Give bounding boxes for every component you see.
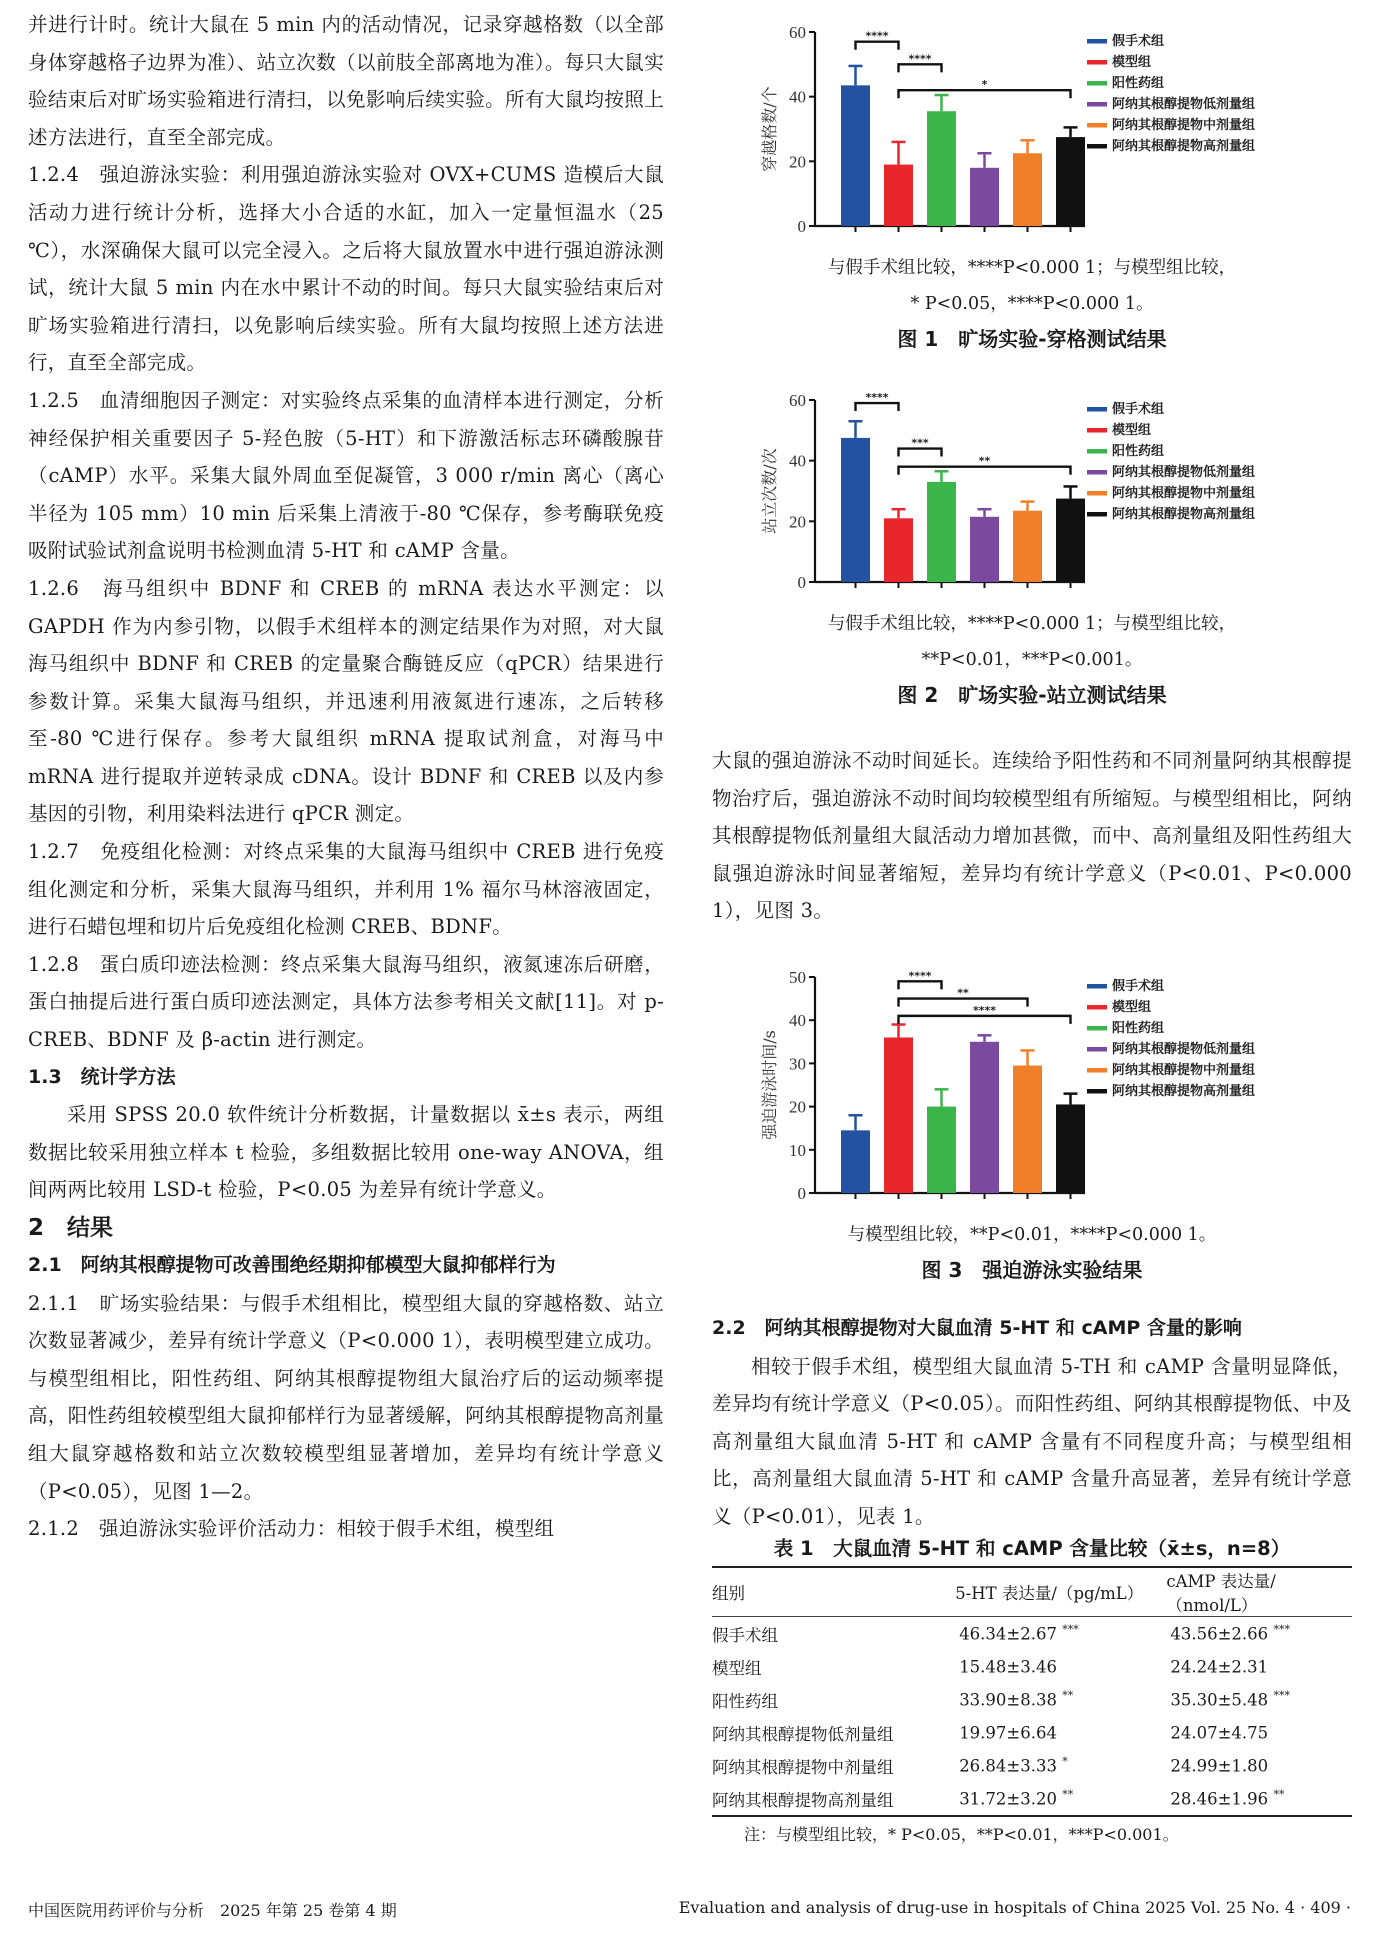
y-tick-label: 0: [797, 573, 806, 592]
significance-bracket: [899, 64, 942, 72]
legend-swatch: [1087, 491, 1107, 496]
legend-swatch: [1087, 1026, 1107, 1031]
cell-group: [712, 1782, 955, 1816]
cell-camp: [1166, 1716, 1352, 1749]
legend-label: 阳性药组: [1112, 1021, 1165, 1036]
cell-5ht: [955, 1716, 1166, 1749]
figure-1-note-line-2: * P<0.05，****P<0.000 1。: [910, 294, 1154, 314]
significance-marker: ***: [1062, 1623, 1079, 1637]
legend-label: 阿纳其根醇提物高剂量组: [1112, 139, 1256, 154]
y-tick-label: 20: [789, 1097, 806, 1117]
y-tick-label: 0: [797, 1184, 806, 1203]
cell-group-value: 阳性药组: [712, 1691, 778, 1711]
significance-label: *: [981, 78, 988, 92]
cell-camp-value: 24.07±4.75: [1170, 1723, 1269, 1743]
para-2-1-1: 2.1.1 旷场实验结果：与假手术组相比，模型组大鼠的穿越格数、站立次数显著减少，差异有统计学意义（P<0.000 1），表明模型建立成功。与模型组相比，阳性药组、阿纳其根醇提物组大鼠治疗后的运动频率提高，阳性药组较模型组大鼠抑郁样行为显著缓解，阿纳其根醇提物高剂量组大鼠穿越格数和站立次数较模型组显著增加，差异均有统计学意义（P<0.05），见图 1—2。: [28, 1291, 664, 1503]
legend-label: 阿纳其根醇提物低剂量组: [1112, 97, 1256, 112]
cell-camp: [1166, 1749, 1352, 1782]
figure-1-chart: [712, 10, 1352, 250]
table-row: [712, 1617, 1352, 1651]
y-tick-label: 60: [789, 23, 806, 42]
significance-label: ***: [911, 436, 929, 450]
legend-label: 阳性药组: [1112, 76, 1165, 91]
legend-label: 阿纳其根醇提物中剂量组: [1112, 486, 1256, 501]
y-tick-label: 20: [789, 152, 806, 172]
figure-1: [712, 10, 1352, 356]
legend: [1087, 401, 1255, 522]
significance-label: ****: [908, 52, 932, 66]
section-2-2: [712, 1310, 1352, 1536]
cell-5ht: [955, 1683, 1166, 1716]
cell-5ht: [955, 1617, 1166, 1651]
legend-swatch: [1087, 1068, 1107, 1073]
legend-swatch: [1087, 1005, 1107, 1010]
bar: [927, 482, 956, 582]
bar: [1056, 1104, 1085, 1193]
header-5ht: 5-HT 表达量/（pg/mL）: [955, 1584, 1144, 1603]
significance-label: **: [957, 986, 969, 1000]
significance-marker: *: [1062, 1755, 1068, 1769]
figure-3-note-line-1: 与模型组比较，**P<0.01，****P<0.000 1。: [847, 1225, 1217, 1245]
cell-5ht-value: 26.84±3.33: [959, 1756, 1057, 1776]
significance-marker: **: [1062, 1689, 1074, 1703]
significance-bracket: [899, 449, 942, 457]
significance-marker: **: [1273, 1788, 1285, 1802]
heading-2-2: 2.2 阿纳其根醇提物对大鼠血清 5-HT 和 cAMP 含量的影响: [712, 1317, 1242, 1339]
significance-marker: **: [1062, 1788, 1074, 1802]
heading-1-3: 1.3 统计学方法: [28, 1065, 176, 1088]
legend-swatch: [1087, 428, 1107, 433]
table-row: [712, 1683, 1352, 1716]
y-tick-label: 40: [789, 1011, 806, 1031]
significance-bracket: [899, 90, 1071, 98]
bar: [1013, 1066, 1042, 1193]
bar: [1056, 499, 1085, 582]
significance-label: ****: [972, 1003, 997, 1017]
table-header-row: [712, 1567, 1352, 1617]
table-row: [712, 1650, 1352, 1683]
legend-swatch: [1087, 39, 1107, 44]
y-axis-label: 强迫游泳时间/s: [760, 1030, 779, 1140]
cell-camp: [1166, 1617, 1352, 1651]
para-1-2-4-forced-swim: 1.2.4 强迫游泳实验：利用强迫游泳实验对 OVX+CUMS 造模后大鼠活动力进行统计分析，选择大小合适的水缸，加入一定量恒温水（25 ℃），水深确保大鼠可以完全浸入。之后将大鼠放置水中进行强迫游泳测试，统计大鼠 5 min 内在水中累计不动的时间。每只大鼠实验结束后对旷场实验箱进行清扫，以免影响后续实验。所有大鼠均按照上述方法进行，直至全部完成。: [28, 163, 664, 375]
table-row: [712, 1782, 1352, 1816]
significance-bracket: [899, 999, 1028, 1007]
bar: [970, 1042, 999, 1193]
y-tick-label: 0: [797, 217, 806, 236]
significance-bracket: [899, 981, 942, 989]
legend-swatch: [1087, 1047, 1107, 1052]
bar: [884, 1037, 913, 1193]
legend-label: 阿纳其根醇提物高剂量组: [1112, 507, 1256, 522]
para-1-2-8-western: 1.2.8 蛋白质印迹法检测：终点采集大鼠海马组织，液氮速冻后研磨，蛋白抽提后进行蛋白质印迹法测定，具体方法参考相关文献[11]。对 p-CREB、BDNF 及 β-actin 进行测定。: [28, 952, 664, 1052]
bar: [1013, 153, 1042, 226]
right-column: [712, 0, 1352, 1890]
bar: [970, 168, 999, 226]
significance-label: ****: [865, 29, 889, 43]
cell-5ht: [955, 1782, 1166, 1816]
bar: [884, 518, 913, 582]
figure-2-note-line-1: 与假手术组比较，****P<0.000 1；与模型组比较，: [827, 614, 1237, 634]
para-open-field-method: 并进行计时。统计大鼠在 5 min 内的活动情况，记录穿越格数（以全部身体穿越格子边界为准）、站立次数（以前肢全部离地为准）。每只大鼠实验结束后对旷场实验箱进行清扫，以免影响后续实验。所有大鼠均按照上述方法进行，直至全部完成。: [28, 13, 664, 149]
significance-bracket: [856, 403, 899, 411]
legend-label: 阿纳其根醇提物低剂量组: [1112, 465, 1256, 480]
legend-label: 阿纳其根醇提物低剂量组: [1112, 1042, 1256, 1057]
significance-label: **: [978, 454, 991, 468]
para-statistics: 采用 SPSS 20.0 软件统计分析数据，计量数据以 x̄±s 表示，两组数据比较采用独立样本 t 检验，多组数据比较用 one-way ANOVA，组间两两比较用 LSD-t 检验，P<0.05 为差异有统计学意义。: [28, 1103, 664, 1202]
left-column: [28, 6, 664, 1548]
figure-3-caption: 图 3 强迫游泳实验结果: [921, 1258, 1143, 1282]
y-tick-label: 10: [789, 1140, 806, 1160]
legend: [1087, 978, 1255, 1099]
cell-5ht-value: 15.48±3.46: [959, 1657, 1057, 1677]
cell-group: [712, 1716, 955, 1749]
y-tick-label: 30: [789, 1054, 806, 1074]
cell-group-value: 阿纳其根醇提物中剂量组: [712, 1757, 894, 1777]
cell-camp: [1166, 1650, 1352, 1683]
figure-1-note-line-1: 与假手术组比较，****P<0.000 1；与模型组比较，: [827, 258, 1237, 278]
legend-swatch: [1087, 1089, 1107, 1094]
figure-2-chart: [712, 378, 1352, 606]
legend-swatch: [1087, 512, 1107, 517]
para-2-1-2: 2.1.2 强迫游泳实验评价活动力：相较于假手术组，模型组: [28, 1517, 555, 1541]
cell-camp-value: 24.99±1.80: [1170, 1756, 1269, 1776]
footer-journal-cn: 中国医院用药评价与分析 2025 年第 25 卷第 4 期: [28, 1901, 397, 1920]
cell-5ht: [955, 1650, 1166, 1683]
bar: [884, 165, 913, 226]
legend-swatch: [1087, 470, 1107, 475]
figure-3-chart: [712, 955, 1352, 1217]
cell-group: [712, 1749, 955, 1782]
y-tick-label: 20: [789, 512, 806, 532]
legend-swatch: [1087, 102, 1107, 107]
significance-bracket: [856, 42, 899, 50]
cell-5ht-value: 46.34±2.67: [959, 1624, 1057, 1644]
cell-5ht: [955, 1749, 1166, 1782]
legend-label: 阿纳其根醇提物中剂量组: [1112, 118, 1256, 133]
para-1-2-5-serum: 1.2.5 血清细胞因子测定：对实验终点采集的血清样本进行测定，分析神经保护相关重要因子 5-羟色胺（5-HT）和下游激活标志环磷酸腺苷（cAMP）水平。采集大鼠外周血至促凝管，3 000 r/min 离心（离心半径为 105 mm）10 min 后采集上清液于-80 ℃保存，参考酶联免疫吸附试验试剂盒说明书检测血清 5-HT 和 cAMP 含量。: [28, 388, 664, 563]
table-row: [712, 1749, 1352, 1782]
footer-journal-en: Evaluation and analysis of drug-use in hospitals of China 2025 Vol. 25 No. 4 · 409 ·: [678, 1898, 1351, 1917]
y-tick-label: 50: [789, 968, 806, 987]
cell-camp: [1166, 1683, 1352, 1716]
legend-swatch: [1087, 984, 1107, 989]
figure-2-note-line-2: **P<0.01，***P<0.001。: [921, 650, 1143, 670]
significance-marker: ***: [1273, 1623, 1290, 1637]
cell-camp-value: 24.24±2.31: [1170, 1657, 1269, 1677]
para-serum: 相较于假手术组，模型组大鼠血清 5-TH 和 cAMP 含量明显降低，差异均有统计学意义（P<0.05）。而阳性药组、阿纳其根醇提物低、中及高剂量组大鼠血清 5-HT 和 cAMP 含量有不同程度升高；与模型组相比，高剂量组大鼠血清 5-HT 和 cAMP 含量升高显著，差异有统计学意义（P<0.01），见表 1。: [712, 1354, 1352, 1528]
cell-5ht-value: 33.90±8.38: [959, 1690, 1057, 1710]
legend-label: 模型组: [1112, 423, 1152, 438]
legend-swatch: [1087, 407, 1107, 412]
legend-label: 假手术组: [1112, 34, 1165, 49]
legend-label: 阿纳其根醇提物中剂量组: [1112, 1063, 1256, 1078]
legend-label: 假手术组: [1112, 402, 1165, 417]
legend-label: 阳性药组: [1112, 444, 1165, 459]
header-group: 组别: [712, 1584, 745, 1603]
legend-swatch: [1087, 449, 1107, 454]
y-axis-label: 站立次数/次: [760, 448, 779, 534]
cell-camp: [1166, 1782, 1352, 1816]
legend-swatch: [1087, 81, 1107, 86]
figure-3: [712, 955, 1352, 1287]
heading-2-1: 2.1 阿纳其根醇提物可改善围绝经期抑郁模型大鼠抑郁样行为: [28, 1254, 556, 1276]
table-1-title: 表 1 大鼠血清 5-HT 和 cAMP 含量比较（x̄±s，n=8）: [773, 1537, 1291, 1560]
bar: [1013, 511, 1042, 582]
significance-bracket: [899, 467, 1071, 475]
para-fst-result-wrap: [712, 742, 1352, 930]
header-camp: cAMP 表达量/（nmol/L）: [1166, 1572, 1276, 1615]
legend-swatch: [1087, 144, 1107, 149]
significance-label: ****: [865, 391, 889, 405]
bar: [841, 85, 870, 226]
cell-group-value: 阿纳其根醇提物高剂量组: [712, 1790, 894, 1810]
significance-label: ****: [908, 969, 932, 983]
cell-group: [712, 1617, 955, 1651]
cell-group-value: 模型组: [712, 1658, 762, 1678]
figure-1-caption: 图 1 旷场实验-穿格测试结果: [897, 327, 1167, 351]
cell-group-value: 假手术组: [712, 1625, 778, 1645]
figure-2-caption: 图 2 旷场实验-站立测试结果: [897, 683, 1167, 707]
cell-camp-value: 35.30±5.48: [1170, 1690, 1269, 1710]
bar: [1056, 137, 1085, 226]
cell-group: [712, 1683, 955, 1716]
legend-label: 模型组: [1112, 1000, 1152, 1015]
table-1: [712, 1532, 1352, 1853]
legend-swatch: [1087, 60, 1107, 65]
y-tick-label: 40: [789, 451, 806, 471]
heading-2-results: 2 结果: [28, 1215, 114, 1241]
cell-camp-value: 43.56±2.66: [1170, 1624, 1269, 1644]
cell-5ht-value: 19.97±6.64: [959, 1723, 1057, 1743]
bar: [927, 111, 956, 226]
legend: [1087, 33, 1255, 154]
para-fst-result: 大鼠的强迫游泳不动时间延长。连续给予阳性药和不同剂量阿纳其根醇提物治疗后，强迫游泳不动时间均较模型组有所缩短。与模型组相比，阿纳其根醇提物低剂量组大鼠活动力增加甚微，而中、高剂量组及阳性药组大鼠强迫游泳时间显著缩短，差异均有统计学意义（P<0.01、P<0.000 1），见图 3。: [712, 749, 1352, 923]
cell-group: [712, 1650, 955, 1683]
legend-label: 阿纳其根醇提物高剂量组: [1112, 1084, 1256, 1099]
legend-swatch: [1087, 123, 1107, 128]
cell-camp-value: 28.46±1.96: [1170, 1789, 1269, 1809]
para-1-2-7-ihc: 1.2.7 免疫组化检测：对终点采集的大鼠海马组织中 CREB 进行免疫组化测定和分析，采集大鼠海马组织，并利用 1% 福尔马林溶液固定，进行石蜡包埋和切片后免疫组化检测 CREB、BDNF。: [28, 840, 664, 939]
para-1-2-6-mrna: 1.2.6 海马组织中 BDNF 和 CREB 的 mRNA 表达水平测定：以 GAPDH 作为内参引物，以假手术组样本的测定结果作为对照，对大鼠海马组织中 BDNF 和 CREB 的定量聚合酶链反应（qPCR）结果进行参数计算。采集大鼠海马组织，并迅速利用液氮进行速冻，之后转移至-80 ℃进行保存。参考大鼠组织 mRNA 提取试剂盒，对海马中 mRNA 进行提取并逆转录成 cDNA。设计 BDNF 和 CREB 以及内参基因的引物，利用染料法进行 qPCR 测定。: [28, 576, 664, 826]
y-tick-label: 40: [789, 87, 806, 107]
bar: [970, 517, 999, 582]
bar: [927, 1107, 956, 1193]
legend-label: 模型组: [1112, 55, 1152, 70]
bar: [841, 438, 870, 582]
cell-5ht-value: 31.72±3.20: [959, 1789, 1057, 1809]
significance-bracket: [899, 1016, 1071, 1024]
significance-marker: ***: [1273, 1689, 1290, 1703]
y-tick-label: 60: [789, 391, 806, 410]
bar: [841, 1130, 870, 1193]
table-1-grid: [712, 1566, 1352, 1817]
table-1-note: 注：与模型组比较，* P<0.05，**P<0.01，***P<0.001。: [744, 1825, 1179, 1844]
cell-group-value: 阿纳其根醇提物低剂量组: [712, 1724, 894, 1744]
figure-2: [712, 378, 1352, 712]
table-row: [712, 1716, 1352, 1749]
legend-label: 假手术组: [1112, 979, 1165, 994]
y-axis-label: 穿越格数/个: [760, 86, 779, 172]
